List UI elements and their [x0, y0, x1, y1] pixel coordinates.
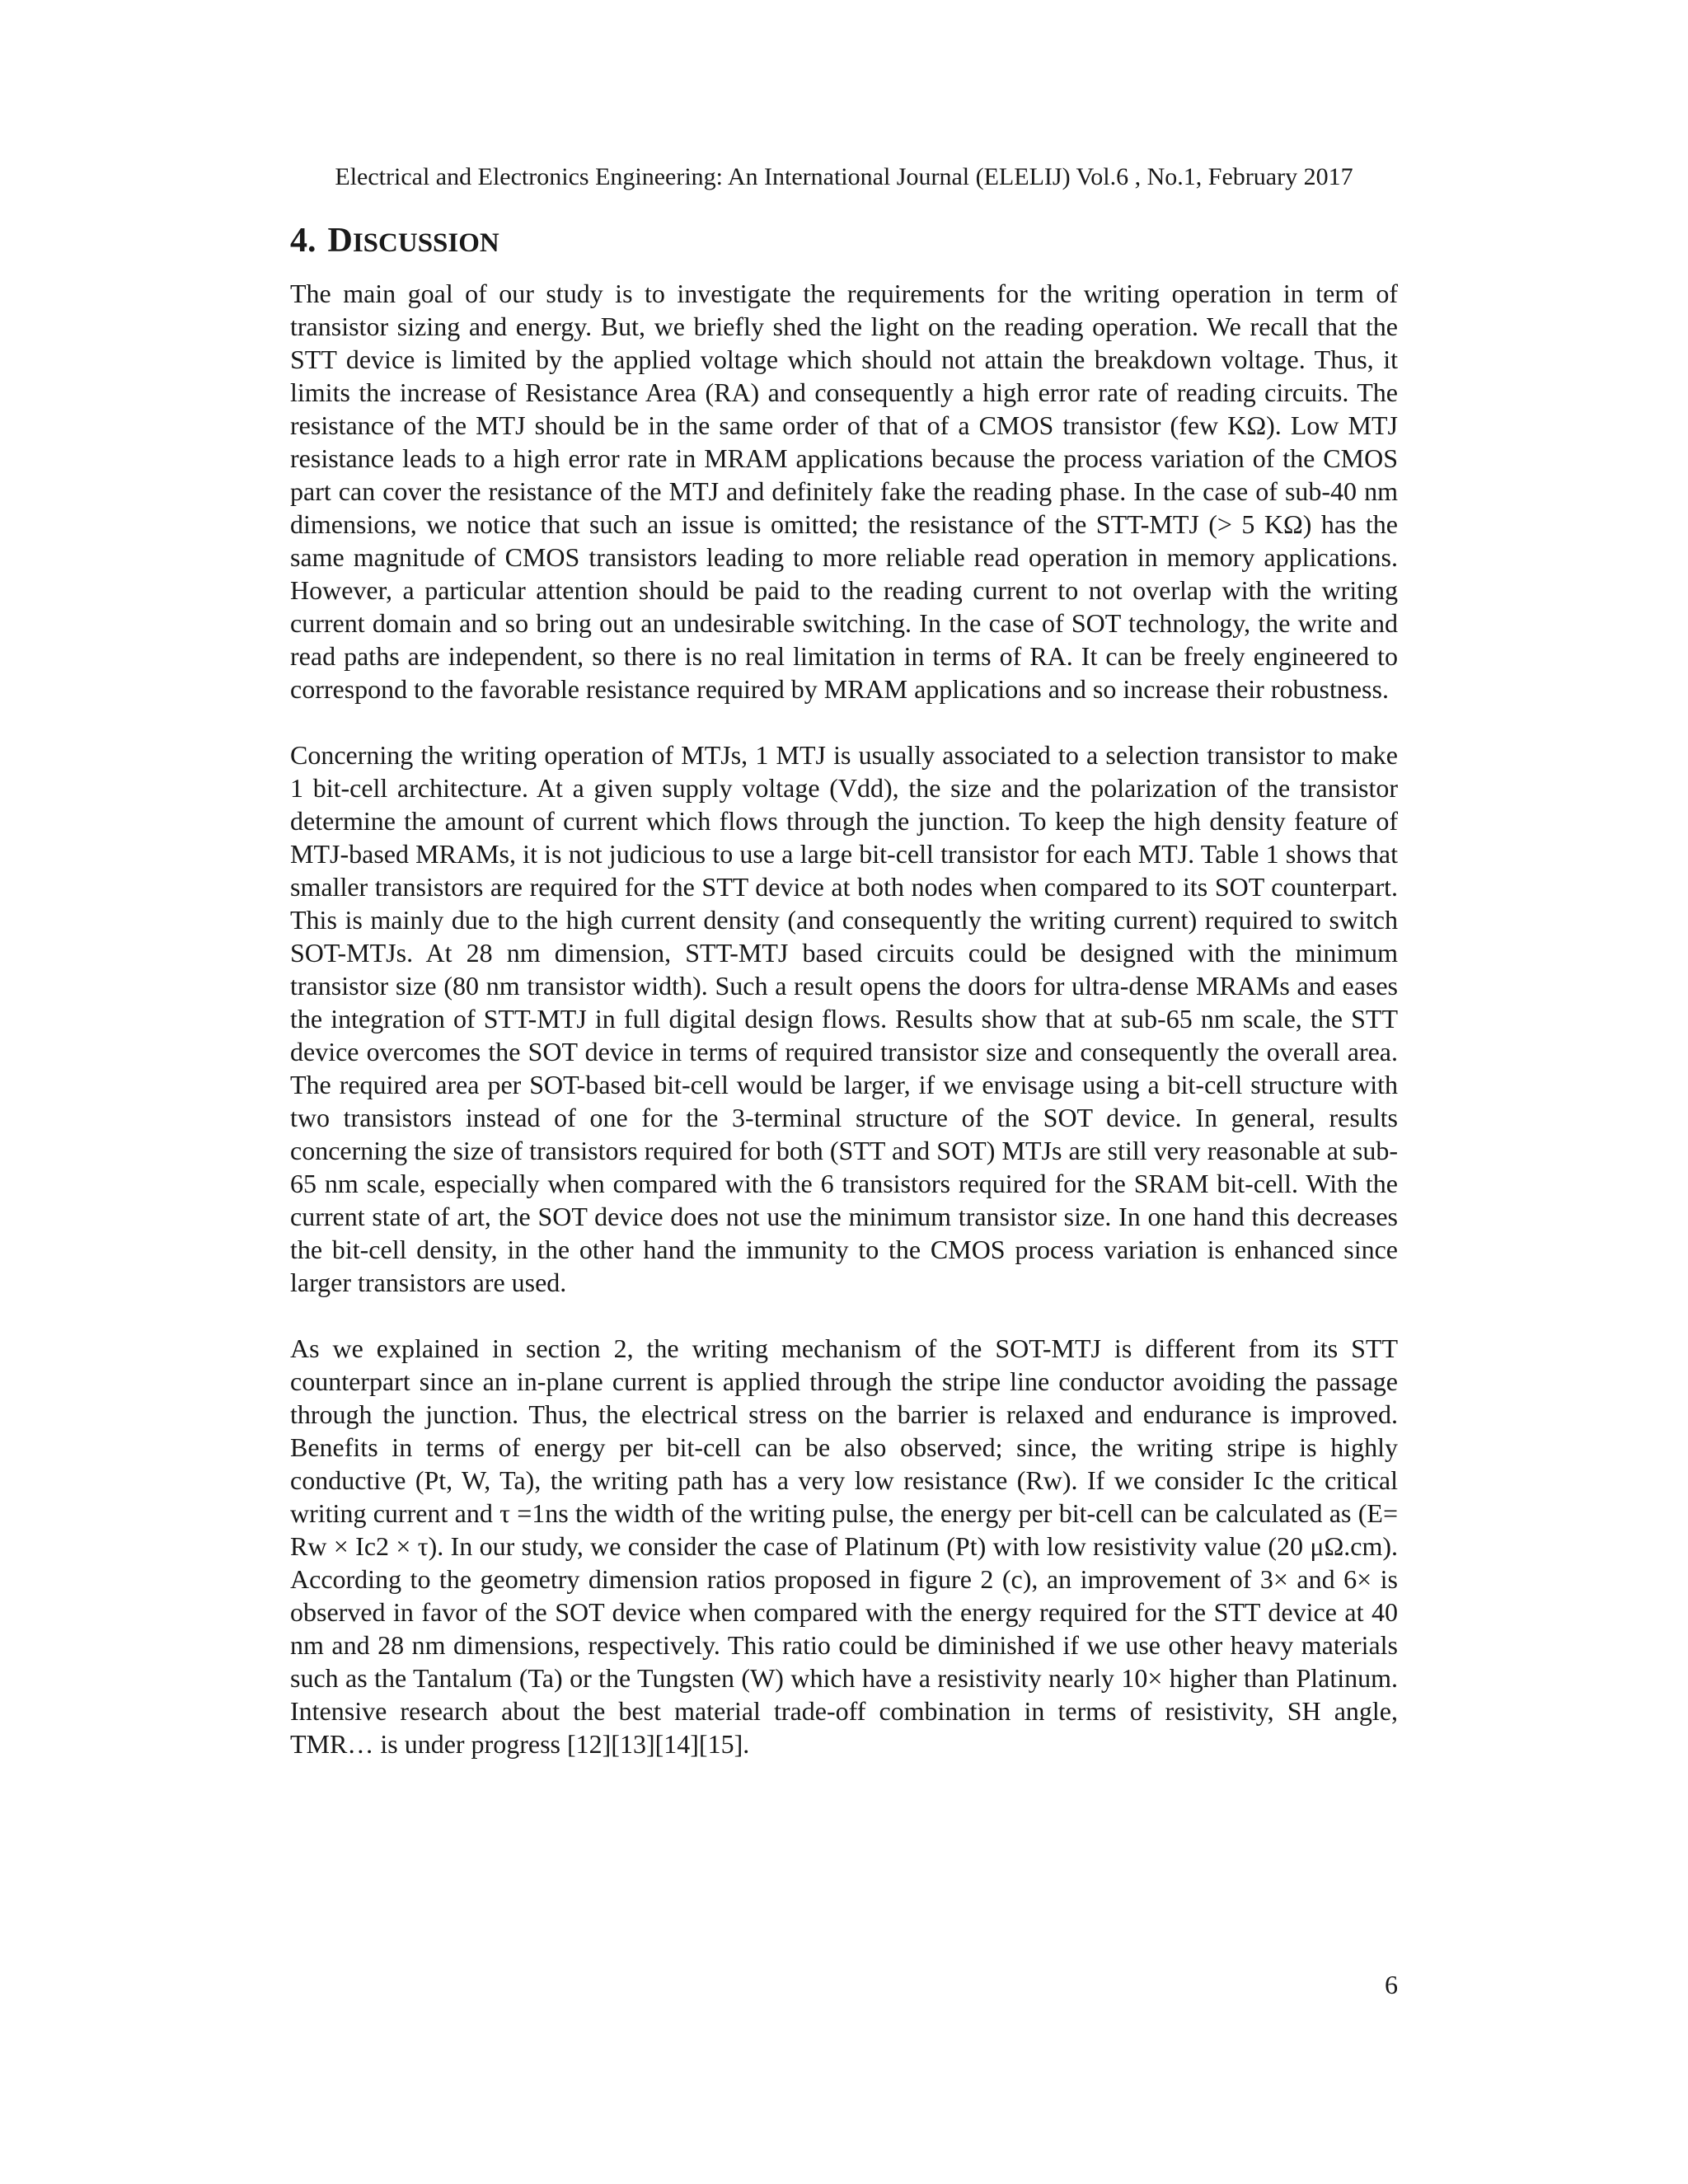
section-title-rest: ISCUSSION	[352, 228, 499, 258]
section-number: 4.	[290, 222, 316, 260]
paragraph-writing-transistor-size: Concerning the writing operation of MTJs, 1 MTJ is usually associated to a selection transistor to make 1 bit-cell architecture. At a given supply voltage (Vdd), the size and the polarization of the transistor determine the amount of current which flows through the junction. To keep the high density feature of MTJ-based MRAMs, it is not judicious to use a large bit-cell transistor for each MTJ. Table 1 shows that smaller transistors are required for the STT device at both nodes when compared to its SOT counterpart. This is mainly due to the high current density (and consequently the writing current) required to switch SOT-MTJs. At 28 nm dimension, STT-MTJ based circuits could be designed with the minimum transistor size (80 nm transistor width). Such a result opens the doors for ultra-dense MRAMs and eases the integration of STT-MTJ in full digital design flows. Results show that at sub-65 nm scale, the STT device overcomes the SOT device in terms of required transistor size and consequently the overall area. The required area per SOT-based bit-cell would be larger, if we envisage using a bit-cell structure with two transistors instead of one for the 3-terminal structure of the SOT device. In general, results concerning the size of transistors required for both (STT and SOT) MTJs are still very reasonable at sub-65 nm scale, especially when compared with the 6 transistors required for the SRAM bit-cell. With the current state of art, the SOT device does not use the minimum transistor size. In one hand this decreases the bit-cell density, in the other hand the immunity to the CMOS process variation is enhanced since larger transistors are used.	[290, 740, 1398, 1297]
page-number: 6	[1385, 1970, 1398, 1999]
paragraph-reading-operation: The main goal of our study is to investigate the requirements for the writing operation in term of transistor sizing and energy. But, we briefly shed the light on the reading operation. We recall that the STT device is limited by the applied voltage which should not attain the breakdown voltage. Thus, it limits the increase of Resistance Area (RA) and consequently a high error rate of reading circuits. The resistance of the MTJ should be in the same order of that of a CMOS transistor (few KΩ). Low MTJ resistance leads to a high error rate in MRAM applications because the process variation of the CMOS part can cover the resistance of the MTJ and definitely fake the reading phase. In the case of sub-40 nm dimensions, we notice that such an issue is omitted; the resistance of the STT-MTJ (> 5 KΩ) has the same magnitude of CMOS transistors leading to more reliable read operation in memory applications. However, a particular attention should be paid to the reading current to not overlap with the writing current domain and so bring out an undesirable switching. In the case of SOT technology, the write and read paths are independent, so there is no real limitation in terms of RA. It can be freely engineered to correspond to the favorable resistance required by MRAM applications and so increase their robustness.	[290, 279, 1398, 704]
section-title-initial: D	[327, 222, 353, 260]
paragraph-sot-energy: As we explained in section 2, the writing mechanism of the SOT-MTJ is different from its STT counterpart since an in-plane current is applied through the stripe line conductor avoiding the passage through the junction. Thus, the electrical stress on the barrier is relaxed and endurance is improved. Benefits in terms of energy per bit-cell can be also observed; since, the writing stripe is highly conductive (Pt, W, Ta), the writing path has a very low resistance (Rw). If we consider Ic the critical writing current and τ =1ns the width of the writing pulse, the energy per bit-cell can be calculated as (E= Rw × Ic2 × τ). In our study, we consider the case of Platinum (Pt) with low resistivity value (20 μΩ.cm). According to the geometry dimension ratios proposed in figure 2 (c), an improvement of 3× and 6× is observed in favor of the SOT device when compared with the energy required for the STT device at 40 nm and 28 nm dimensions, respectively. This ratio could be diminished if we use other heavy materials such as the Tantalum (Ta) or the Tungsten (W) which have a resistivity nearly 10× higher than Platinum. Intensive research about the best material trade-off combination in terms of resistivity, SH angle, TMR… is under progress [12][13][14][15].	[290, 1333, 1398, 1759]
running-header: Electrical and Electronics Engineering: An International Journal (ELELIJ) Vol.6 , No.1, February 2017	[335, 163, 1353, 190]
section-heading	[290, 219, 499, 269]
section-body	[290, 277, 1398, 1793]
